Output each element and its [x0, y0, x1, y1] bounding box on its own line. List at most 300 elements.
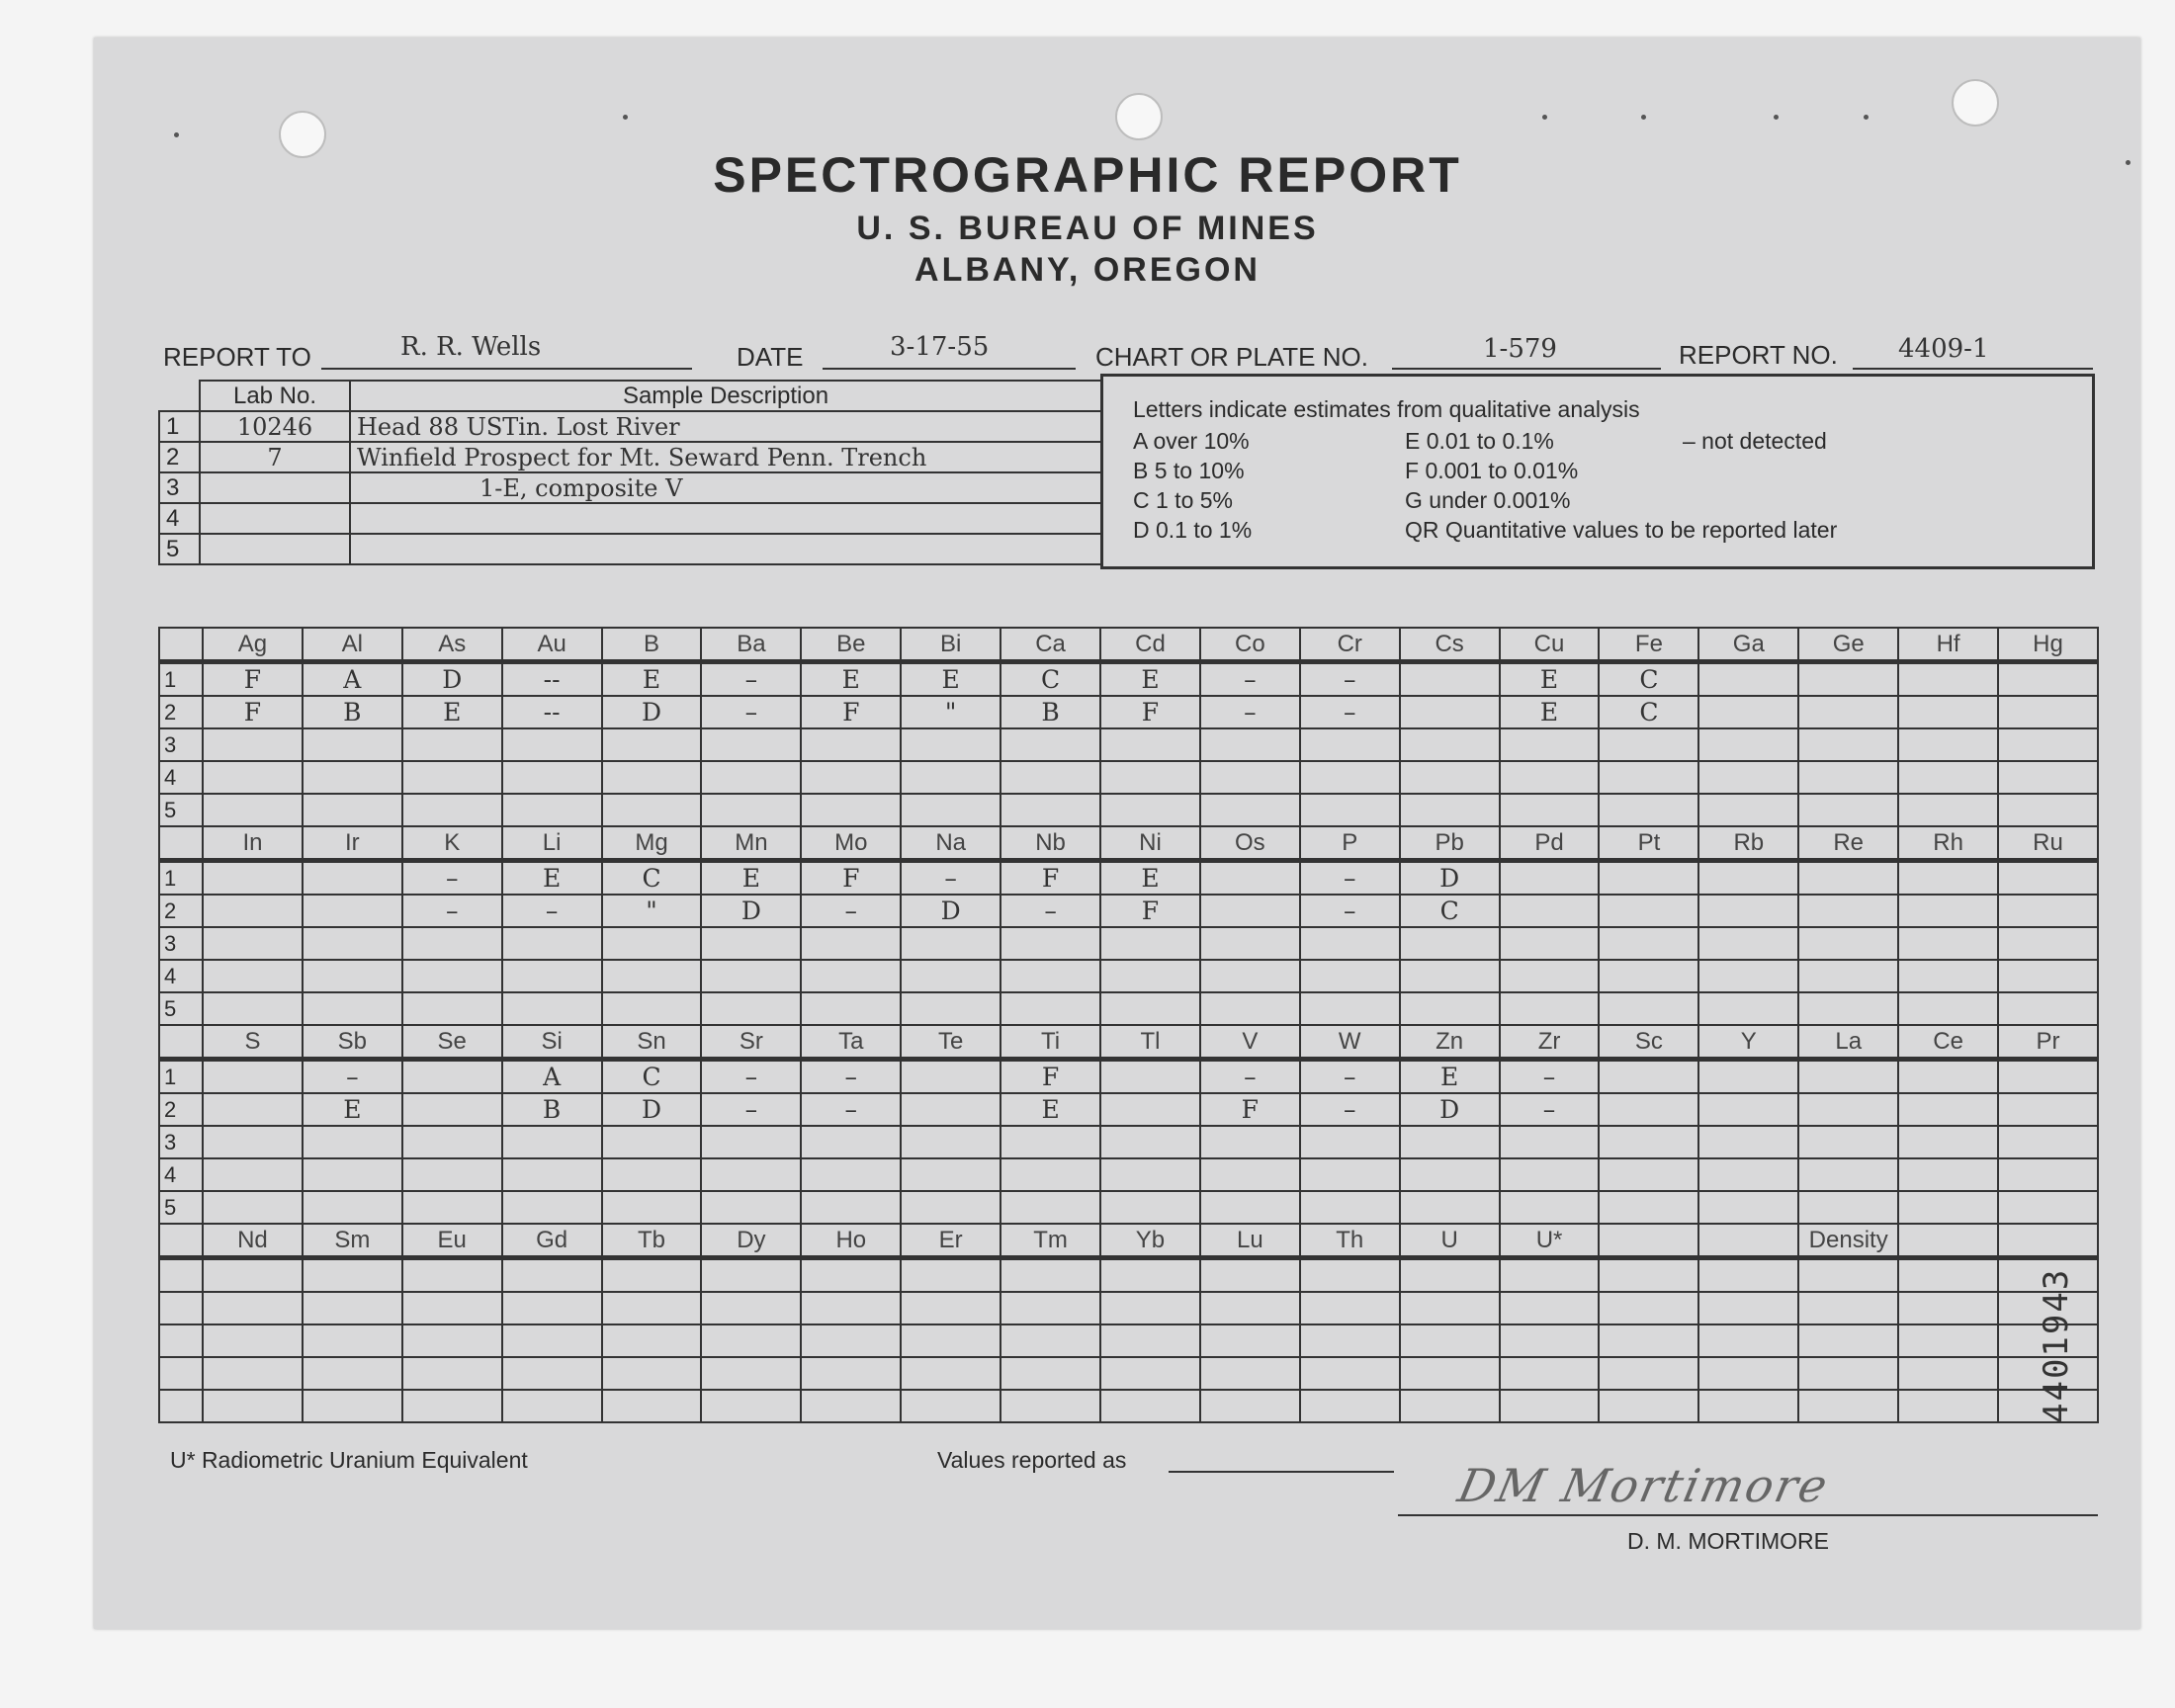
- element-value: –: [701, 1060, 801, 1094]
- element-value-row: [159, 1060, 2098, 1094]
- element-value: [1798, 728, 1898, 761]
- element-value-row: [159, 1191, 2098, 1224]
- signature: DM Mortimore: [1453, 1459, 1834, 1512]
- report-to-line: [321, 368, 692, 370]
- element-value: [1400, 992, 1500, 1025]
- row-number: [159, 1390, 203, 1422]
- element-value: [303, 992, 402, 1025]
- element-symbol: Dy: [701, 1224, 801, 1258]
- element-value: [1200, 728, 1300, 761]
- element-value: [1898, 895, 1998, 927]
- element-symbol: Sb: [303, 1025, 402, 1060]
- element-value: F: [203, 696, 303, 728]
- element-symbol: Yb: [1100, 1224, 1200, 1258]
- element-symbol: B: [602, 628, 702, 662]
- row-number: 3: [159, 1126, 203, 1158]
- element-value: [801, 1324, 901, 1357]
- element-value: [1100, 1126, 1200, 1158]
- element-value: [1898, 1258, 1998, 1293]
- row-number: 5: [159, 992, 203, 1025]
- element-value: [1200, 1357, 1300, 1390]
- element-value: [1798, 1126, 1898, 1158]
- element-value: [1698, 1126, 1798, 1158]
- element-value: –: [1500, 1093, 1600, 1126]
- element-value: [1500, 895, 1600, 927]
- element-value: [1998, 1060, 2098, 1094]
- element-value: [1000, 794, 1100, 826]
- element-value: [1798, 861, 1898, 896]
- legend-g: G under 0.001%: [1405, 487, 1571, 513]
- element-value: [1300, 1357, 1400, 1390]
- element-value: [901, 1060, 1000, 1094]
- element-value: [1998, 696, 2098, 728]
- sample-table-header: [159, 381, 1101, 411]
- element-symbol: Li: [502, 826, 602, 861]
- element-value: –: [1300, 696, 1400, 728]
- element-value: [402, 1324, 502, 1357]
- element-header-row: [159, 1025, 2098, 1060]
- element-value: [402, 1060, 502, 1094]
- element-value: [1000, 1158, 1100, 1191]
- element-value: –: [701, 1093, 801, 1126]
- element-value: [1698, 895, 1798, 927]
- element-value: [1698, 1258, 1798, 1293]
- element-value: [1798, 1191, 1898, 1224]
- legend-c: C 1 to 5%: [1133, 487, 1233, 513]
- element-value: [1998, 960, 2098, 992]
- element-value: [1698, 1324, 1798, 1357]
- element-value: [901, 1324, 1000, 1357]
- element-value: [1599, 1060, 1698, 1094]
- element-value: C: [1599, 696, 1698, 728]
- element-symbol: Ca: [1000, 628, 1100, 662]
- document-stamp-number: 4401943: [2037, 1267, 2076, 1423]
- element-value: [1300, 1258, 1400, 1293]
- element-value: [1698, 1357, 1798, 1390]
- date-label: DATE: [737, 342, 804, 372]
- report-to-value: R. R. Wells: [400, 332, 542, 362]
- element-value: –: [1300, 895, 1400, 927]
- element-value: E: [602, 662, 702, 697]
- element-value: [402, 960, 502, 992]
- element-symbol: Si: [502, 1025, 602, 1060]
- element-value: [1998, 992, 2098, 1025]
- element-symbol: Th: [1300, 1224, 1400, 1258]
- row-number: 2: [159, 1093, 203, 1126]
- element-value: [1300, 1324, 1400, 1357]
- row-number: 3: [159, 728, 203, 761]
- row-number: 1: [159, 662, 203, 697]
- element-value: [1200, 960, 1300, 992]
- element-symbol: Zr: [1500, 1025, 1600, 1060]
- element-symbol: Nb: [1000, 826, 1100, 861]
- element-symbol: Be: [801, 628, 901, 662]
- element-value: [1400, 761, 1500, 794]
- element-value: [1898, 1191, 1998, 1224]
- element-value: [1998, 662, 2098, 697]
- agency-name: U. S. BUREAU OF MINES: [856, 210, 1319, 247]
- element-value: [602, 1191, 702, 1224]
- element-symbol: Mo: [801, 826, 901, 861]
- chart-value: 1-579: [1483, 334, 1557, 364]
- row-number: [159, 1258, 203, 1293]
- element-symbol: Ir: [303, 826, 402, 861]
- element-value: [1500, 1258, 1600, 1293]
- element-value: –: [1200, 1060, 1300, 1094]
- element-value: E: [1000, 1093, 1100, 1126]
- element-value: [602, 1324, 702, 1357]
- element-value: [1100, 1158, 1200, 1191]
- element-value: [1898, 1060, 1998, 1094]
- element-value: [203, 1324, 303, 1357]
- element-value: [1599, 1191, 1698, 1224]
- element-value: [602, 1292, 702, 1324]
- element-value: [1500, 927, 1600, 960]
- element-value: [1300, 1191, 1400, 1224]
- element-value: [502, 1357, 602, 1390]
- element-value: E: [801, 662, 901, 697]
- element-header-row: [159, 628, 2098, 662]
- row-number: 5: [159, 534, 200, 564]
- report-no-label: REPORT NO.: [1679, 340, 1838, 370]
- element-value: D: [901, 895, 1000, 927]
- element-symbol: S: [203, 1025, 303, 1060]
- element-value: [1798, 1158, 1898, 1191]
- element-symbol: Tb: [602, 1224, 702, 1258]
- element-value: [602, 1126, 702, 1158]
- element-value: [701, 1191, 801, 1224]
- element-value: [203, 960, 303, 992]
- element-value: [1500, 992, 1600, 1025]
- element-value: [1000, 1126, 1100, 1158]
- row-number: [159, 1357, 203, 1390]
- row-number-blank: [159, 628, 203, 662]
- values-reported-line: [1169, 1471, 1394, 1473]
- element-value: –: [402, 895, 502, 927]
- element-value: [1898, 1292, 1998, 1324]
- element-value: [1400, 1390, 1500, 1422]
- row-number: 3: [159, 927, 203, 960]
- element-value: [402, 1191, 502, 1224]
- element-value: E: [303, 1093, 402, 1126]
- element-symbol: Os: [1200, 826, 1300, 861]
- element-value: –: [701, 696, 801, 728]
- element-value: [203, 794, 303, 826]
- element-value: [1200, 761, 1300, 794]
- element-value: –: [801, 1093, 901, 1126]
- element-value: –: [901, 861, 1000, 896]
- row-number: 2: [159, 696, 203, 728]
- element-value: [1200, 1324, 1300, 1357]
- element-symbol: Pt: [1599, 826, 1698, 861]
- element-value: [1798, 794, 1898, 826]
- element-value: [801, 1292, 901, 1324]
- element-value: [1798, 895, 1898, 927]
- element-value: B: [303, 696, 402, 728]
- element-value: [402, 728, 502, 761]
- element-value: [1599, 728, 1698, 761]
- element-value: [402, 1390, 502, 1422]
- element-value: [1599, 861, 1698, 896]
- element-value: [1100, 960, 1200, 992]
- element-value: [1698, 696, 1798, 728]
- element-symbol: As: [402, 628, 502, 662]
- element-value: [303, 761, 402, 794]
- element-value: [701, 1390, 801, 1422]
- element-value: [402, 1258, 502, 1293]
- element-value: [1100, 1390, 1200, 1422]
- element-value: [1500, 728, 1600, 761]
- element-value: [1998, 1191, 2098, 1224]
- element-value: [1100, 1324, 1200, 1357]
- element-value: [1400, 1258, 1500, 1293]
- element-value: [1798, 1292, 1898, 1324]
- element-header-row: [159, 1224, 2098, 1258]
- element-value: [402, 992, 502, 1025]
- element-value: [1100, 1093, 1200, 1126]
- element-value: [1798, 992, 1898, 1025]
- element-value: F: [1100, 895, 1200, 927]
- element-value: [1300, 960, 1400, 992]
- element-value: [901, 1357, 1000, 1390]
- legend-d: D 0.1 to 1%: [1133, 517, 1253, 543]
- element-value: [1898, 1093, 1998, 1126]
- row-number: 2: [159, 442, 200, 472]
- element-symbol: U*: [1500, 1224, 1600, 1258]
- element-value: [1698, 794, 1798, 826]
- element-value-row: [159, 728, 2098, 761]
- element-value: –: [701, 662, 801, 697]
- element-value: [801, 1258, 901, 1293]
- element-value: [901, 794, 1000, 826]
- sample-description: [350, 534, 1101, 564]
- element-value: [1500, 1191, 1600, 1224]
- element-symbol: Ho: [801, 1224, 901, 1258]
- element-value: [1100, 728, 1200, 761]
- punch-hole: [1115, 93, 1163, 140]
- element-value: [1400, 728, 1500, 761]
- element-value: [402, 794, 502, 826]
- element-value: [1898, 1324, 1998, 1357]
- element-value: [801, 761, 901, 794]
- element-value: [1798, 1060, 1898, 1094]
- element-value: [1798, 662, 1898, 697]
- element-symbol: Rb: [1698, 826, 1798, 861]
- element-symbol: Density: [1798, 1224, 1898, 1258]
- element-symbol: Hg: [1998, 628, 2098, 662]
- element-value: [303, 728, 402, 761]
- chart-line: [1392, 368, 1661, 370]
- element-value: [203, 728, 303, 761]
- element-symbol: Mg: [602, 826, 702, 861]
- element-value: [303, 960, 402, 992]
- element-value-row: [159, 1324, 2098, 1357]
- element-value: [1898, 794, 1998, 826]
- element-value: [1599, 1292, 1698, 1324]
- element-symbol: Pd: [1500, 826, 1600, 861]
- element-value: [1100, 927, 1200, 960]
- element-value: [1500, 1126, 1600, 1158]
- element-symbol: Ga: [1698, 628, 1798, 662]
- element-value-row: [159, 927, 2098, 960]
- element-value: [402, 927, 502, 960]
- element-value-row: [159, 662, 2098, 697]
- speck: [623, 115, 628, 120]
- element-value: [1599, 1324, 1698, 1357]
- element-symbol: Cu: [1500, 628, 1600, 662]
- element-value: [203, 1158, 303, 1191]
- element-value: [901, 927, 1000, 960]
- element-value: [1698, 927, 1798, 960]
- element-value: [1599, 794, 1698, 826]
- lab-number: [200, 472, 350, 503]
- values-reported-label: Values reported as: [937, 1447, 1127, 1473]
- report-no-line: [1853, 368, 2093, 370]
- element-value: [203, 1191, 303, 1224]
- element-value: [701, 761, 801, 794]
- legend-f: F 0.001 to 0.01%: [1405, 458, 1579, 483]
- element-value: [1898, 1158, 1998, 1191]
- element-value: [303, 895, 402, 927]
- element-value: [1698, 1292, 1798, 1324]
- element-value: [602, 794, 702, 826]
- element-value: [203, 1292, 303, 1324]
- element-value: [402, 761, 502, 794]
- element-value: [801, 1126, 901, 1158]
- element-value: [203, 992, 303, 1025]
- element-value: [303, 1191, 402, 1224]
- element-value: [1300, 761, 1400, 794]
- element-value: A: [303, 662, 402, 697]
- element-value: –: [1200, 662, 1300, 697]
- element-symbol: Na: [901, 826, 1000, 861]
- signature-line: [1398, 1514, 2098, 1516]
- element-value: [602, 1158, 702, 1191]
- element-value: [1599, 761, 1698, 794]
- element-value: [1698, 662, 1798, 697]
- element-symbol: Ge: [1798, 628, 1898, 662]
- sample-row: [159, 503, 1101, 534]
- element-value: [203, 761, 303, 794]
- element-symbol: Te: [901, 1025, 1000, 1060]
- element-value: [1599, 1390, 1698, 1422]
- element-value: [801, 1158, 901, 1191]
- element-grid: [158, 627, 2099, 1423]
- element-value: [1898, 662, 1998, 697]
- element-value: [203, 1258, 303, 1293]
- element-value: [402, 1126, 502, 1158]
- element-value: –: [1300, 1093, 1400, 1126]
- legend-heading: Letters indicate estimates from qualitative analysis: [1133, 396, 1640, 422]
- element-value: –: [1300, 1060, 1400, 1094]
- element-symbol: Al: [303, 628, 402, 662]
- element-symbol: Nd: [203, 1224, 303, 1258]
- legend-not-detected: – not detected: [1683, 428, 1827, 454]
- element-symbol: Gd: [502, 1224, 602, 1258]
- element-value: C: [1000, 662, 1100, 697]
- element-value: [1400, 794, 1500, 826]
- element-symbol: Ba: [701, 628, 801, 662]
- element-symbol: La: [1798, 1025, 1898, 1060]
- element-value: [1798, 960, 1898, 992]
- speck: [1864, 115, 1869, 120]
- sample-description: Head 88 USTin. Lost River: [350, 411, 1101, 442]
- element-value: [303, 1158, 402, 1191]
- element-value-row: [159, 895, 2098, 927]
- element-symbol: Eu: [402, 1224, 502, 1258]
- element-value-row: [159, 960, 2098, 992]
- element-value: [1798, 1357, 1898, 1390]
- element-value: [502, 1191, 602, 1224]
- element-value: [502, 960, 602, 992]
- sample-table: [158, 380, 1102, 565]
- element-value: [1998, 761, 2098, 794]
- row-number-blank: [159, 1224, 203, 1258]
- element-value: [1599, 960, 1698, 992]
- row-number: 4: [159, 960, 203, 992]
- element-value: [1400, 1158, 1500, 1191]
- lab-no-header: Lab No.: [200, 381, 350, 411]
- element-value: [502, 761, 602, 794]
- element-symbol: Cd: [1100, 628, 1200, 662]
- element-symbol: Sc: [1599, 1025, 1698, 1060]
- element-symbol: Ce: [1898, 1025, 1998, 1060]
- element-value-row: [159, 761, 2098, 794]
- element-value: [1998, 861, 2098, 896]
- sample-row: [159, 534, 1101, 564]
- element-value: –: [303, 1060, 402, 1094]
- element-value: [1698, 1390, 1798, 1422]
- element-value: [901, 1292, 1000, 1324]
- element-symbol: Ti: [1000, 1025, 1100, 1060]
- element-value: [1500, 1357, 1600, 1390]
- element-value: [701, 1292, 801, 1324]
- sample-row: [159, 442, 1101, 472]
- element-value: [1400, 960, 1500, 992]
- element-value: [1500, 861, 1600, 896]
- element-value: [502, 1126, 602, 1158]
- row-number: [159, 1324, 203, 1357]
- element-value: [1998, 927, 2098, 960]
- row-number: 4: [159, 503, 200, 534]
- element-value: [1998, 728, 2098, 761]
- element-value: [901, 1258, 1000, 1293]
- element-value: [1798, 1258, 1898, 1293]
- element-symbol: Tm: [1000, 1224, 1100, 1258]
- element-value: [303, 794, 402, 826]
- element-value: –: [1300, 861, 1400, 896]
- element-value: [602, 1258, 702, 1293]
- element-value: [1798, 1390, 1898, 1422]
- element-value: [1000, 1357, 1100, 1390]
- element-value: [1000, 761, 1100, 794]
- element-symbol: Er: [901, 1224, 1000, 1258]
- element-value: [1400, 662, 1500, 697]
- element-value: [1400, 1357, 1500, 1390]
- element-value: [901, 992, 1000, 1025]
- element-value: [701, 1324, 801, 1357]
- element-value: [502, 1258, 602, 1293]
- element-symbol: Ru: [1998, 826, 2098, 861]
- lab-number: 10246: [200, 411, 350, 442]
- element-value: ": [602, 895, 702, 927]
- element-value: [1998, 1126, 2098, 1158]
- element-value: F: [203, 662, 303, 697]
- element-value: [303, 1126, 402, 1158]
- element-value: [1300, 728, 1400, 761]
- element-value: [1000, 960, 1100, 992]
- element-symbol: K: [402, 826, 502, 861]
